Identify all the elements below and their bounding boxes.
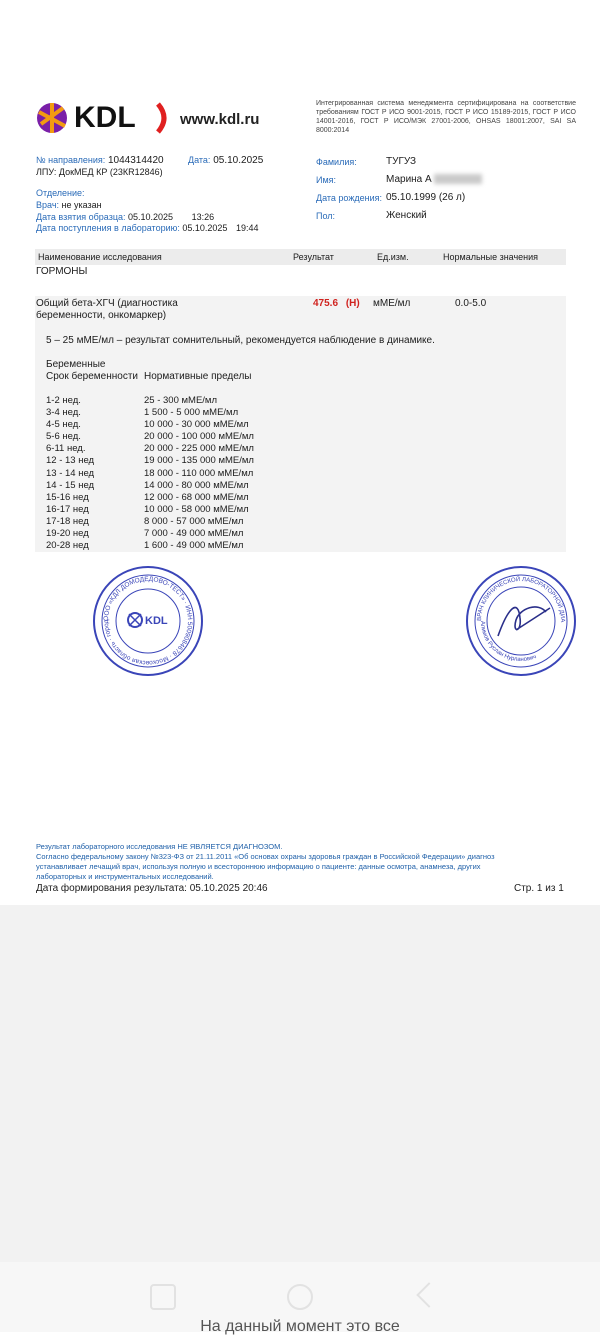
received-date-row: Дата поступления в лабораторию: 05.10.2025 19:44 <box>36 223 259 233</box>
test-result: 475.6 (H) <box>313 298 360 309</box>
lab-seal-icon <box>95 568 201 674</box>
surname-value: ТУГУЗ <box>386 156 417 167</box>
table-row: 5-6 нед. 20 000 - 100 000 мМЕ/мл <box>46 431 254 443</box>
referral-number-row: № направления: 1044314420 <box>36 155 164 166</box>
certification-text: Интегрированная система менеджмента сертифицирована на соответствие требованиям ГОСТ Р ИСО 9001-2015, ГОСТ Р ИСО 15189-2015, ГОСТ Р ИСО 14001-2016, ГОСТ Р ИСО/МЭК 27001-2006, OHSAS 18001:2007, SAI SA 8000:2014 <box>316 100 576 134</box>
end-of-feed-text: На данный момент это все <box>200 1318 400 1335</box>
kdl-logo <box>36 100 176 136</box>
kdl-logo-text: KDL <box>74 101 136 134</box>
pregnant-title: Беременные <box>46 359 106 370</box>
name-value: Марина А <box>386 174 482 185</box>
col-name-header: Наименование исследования <box>38 252 162 262</box>
website-label: www.kdl.ru <box>180 111 260 128</box>
test-name: Общий бета-ХГЧ (диагностика беременности, онкомаркер) <box>36 298 178 321</box>
table-row: 20-28 нед 1 600 - 49 000 мМЕ/мл <box>46 540 244 552</box>
nav-back-icon[interactable] <box>150 1284 176 1310</box>
doctor-seal-stamp <box>466 566 576 676</box>
test-norm: 0.0-5.0 <box>455 298 487 309</box>
table-row: 15-16 нед 12 000 - 68 000 мМЕ/мл <box>46 491 249 503</box>
nav-recent-icon[interactable] <box>416 1282 441 1307</box>
page-number: Стр. 1 из 1 <box>514 883 564 894</box>
sex-value: Женский <box>386 210 427 221</box>
lpu-row: ЛПУ: ДокМЕД КР (23КR12846) <box>36 167 163 177</box>
generation-date: Дата формирования результата: 05.10.2025 20:46 <box>36 883 268 894</box>
table-row: 6-11 нед. 20 000 - 225 000 мМЕ/мл <box>46 443 254 455</box>
name-label: Имя: <box>316 175 337 185</box>
table-row: 16-17 нед 10 000 - 58 000 мМЕ/мл <box>46 503 249 515</box>
name-blur <box>434 174 482 184</box>
doctor-row: Врач: не указан <box>36 200 102 210</box>
bottom-notice-bar <box>0 1262 600 1335</box>
test-unit: мМЕ/мл <box>373 298 411 309</box>
result-comment: 5 – 25 мМЕ/мл – результат сомнительный, рекомендуется наблюдение в динамике. <box>46 335 435 346</box>
section-title: ГОРМОНЫ <box>36 266 88 277</box>
nav-home-icon[interactable] <box>287 1284 313 1310</box>
table-row: 17-18 нед 8 000 - 57 000 мМЕ/мл <box>46 515 244 527</box>
col-result-header: Результат <box>293 252 334 262</box>
table-row: 13 - 14 нед 18 000 - 110 000 мМЕ/мл <box>46 467 254 479</box>
dob-label: Дата рождения: <box>316 193 382 203</box>
pregnant-col2: Нормативные пределы <box>144 371 252 382</box>
svg-text:ВРАЧ КЛИНИЧЕСКОЙ ЛАБОРАТОРНОЙ: ВРАЧ КЛИНИЧЕСКОЙ ЛАБОРАТОРНОЙ ДИА <box>476 576 566 623</box>
dob-value: 05.10.1999 (26 л) <box>386 192 466 203</box>
svg-text:Алимов Руслан Нурланович: Алимов Руслан Нурланович <box>478 620 538 664</box>
sample-date-row: Дата взятия образца: 05.10.2025 13:26 <box>36 212 215 222</box>
footer-disclaimer: Результат лабораторного исследования НЕ ЯВЛЯЕТСЯ ДИАГНОЗОМ. Согласно федеральному закону №323-ФЗ от 21.11.2011 «Об основах охраны здоровья граждан в Российской Федерации» диагноз устанавливает лечащий врач, используя полную и всестороннюю информацию о пациенте: данные осмотра, анамнеза, других лабораторных и инструментальных исследований. <box>36 842 495 881</box>
department-label: Отделение: <box>36 188 85 198</box>
col-norm-header: Нормальные значения <box>443 252 539 262</box>
table-row: 4-5 нед. 10 000 - 30 000 мМЕ/мл <box>46 419 249 431</box>
pregnancy-table <box>46 395 306 552</box>
lab-seal-stamp <box>93 566 203 676</box>
sex-label: Пол: <box>316 211 336 221</box>
table-row: 14 - 15 нед 14 000 - 80 000 мМЕ/мл <box>46 479 249 491</box>
col-unit-header: Ед.изм. <box>377 252 409 262</box>
signature-icon <box>498 607 550 636</box>
referral-date-row: Дата: 05.10.2025 <box>188 155 264 166</box>
table-row: 3-4 нед. 1 500 - 5 000 мМЕ/мл <box>46 407 239 419</box>
svg-text:KDL: KDL <box>145 615 168 627</box>
table-row: 12 - 13 нед 19 000 - 135 000 мМЕ/мл <box>46 455 254 467</box>
doctor-seal-icon <box>468 568 574 674</box>
surname-label: Фамилия: <box>316 157 357 167</box>
svg-text:ООО «КДЛ ДОМОДЕДОВО-ТЕСТ» · ИН: ООО «КДЛ ДОМОДЕДОВО-ТЕСТ» · ИНН 5009084678 · Московская область · город <box>102 575 194 667</box>
table-row: 1-2 нед. 25 - 300 мМЕ/мл <box>46 395 217 406</box>
pregnant-col1: Срок беременности <box>46 371 139 382</box>
table-row: 19-20 нед 7 000 - 49 000 мМЕ/мл <box>46 528 244 540</box>
